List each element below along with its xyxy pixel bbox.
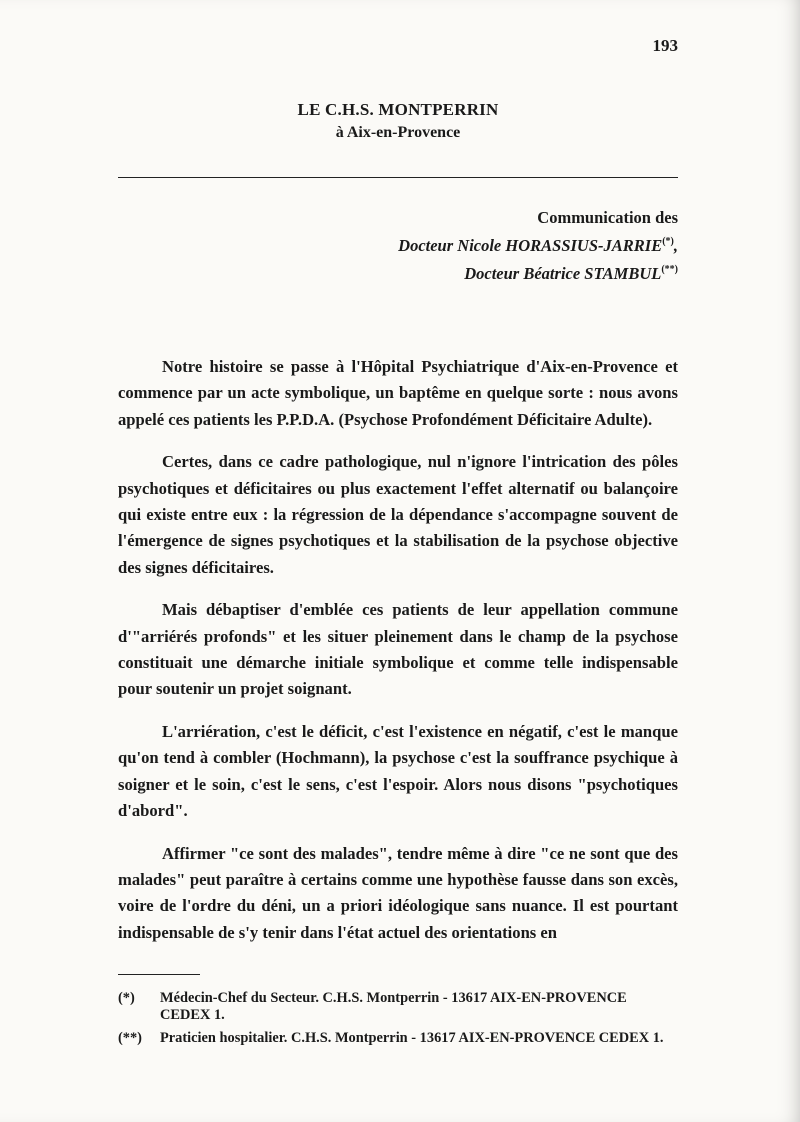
article-subtitle: à Aix-en-Provence xyxy=(335,124,461,141)
article-title: LE C.H.S. MONTPERRIN xyxy=(297,100,499,119)
paragraph: L'arriération, c'est le déficit, c'est l'existence en négatif, c'est le manque qu'on tend à combler (Hochmann), la psychose c'est la souffrance psychique à soigner et le soin, c'est le sens, c'est l'espoir. Alors nous disons "psychotiques d'abord". xyxy=(118,721,678,821)
footnote-divider xyxy=(118,974,200,975)
author-1 xyxy=(398,230,678,258)
page-number: 193 xyxy=(652,36,678,55)
footnote-text: Médecin-Chef du Secteur. C.H.S. Montperrin - 13617 AIX-EN-PROVENCE CEDEX 1. xyxy=(160,990,627,1023)
footnote-mark: (**) xyxy=(118,1030,142,1046)
paragraph: Affirmer "ce sont des malades", tendre même à dire "ce ne sont que des malades" peut paraître à certains comme une hypothèse fausse dans son excès, voire de l'ordre du déni, un a priori idéologique sans nuance. Il est pourtant indispensable de s'y tenir dans l'état actuel des orientations en xyxy=(118,843,678,942)
title-divider xyxy=(118,177,678,178)
author-1-suffix: , xyxy=(673,236,678,255)
communication-label: Communication des xyxy=(537,208,678,227)
footnotes xyxy=(118,990,678,1053)
author-2-footnote-mark: (**) xyxy=(661,264,678,275)
footnote-item xyxy=(118,990,678,1024)
footnote-mark: (*) xyxy=(118,990,135,1006)
footnote-item xyxy=(118,1030,678,1047)
author-2-name: Docteur Béatrice STAMBUL xyxy=(464,264,662,283)
footnote-text: Praticien hospitalier. C.H.S. Montperrin - 13617 AIX-EN-PROVENCE CEDEX 1. xyxy=(160,1030,664,1046)
author-1-footnote-mark: (*) xyxy=(662,236,674,247)
author-1-name: Docteur Nicole HORASSIUS-JARRIE xyxy=(398,236,663,255)
author-2 xyxy=(398,258,678,286)
title-block xyxy=(118,100,678,142)
body-text xyxy=(118,354,678,962)
paragraph: Certes, dans ce cadre pathologique, nul n'ignore l'intrication des pôles psychotiques et déficitaires ou plus exactement l'effet alternatif ou balançoire qui existe entre eux : la régression de la dépendance s'accompagne souvent de l'émergence de signes psychotiques et la stabilisation de la psychose objective des signes déficitaires. xyxy=(118,452,678,577)
paragraph: Notre histoire se passe à l'Hôpital Psychiatrique d'Aix-en-Provence et commence par un acte symbolique, un baptême en quelque sorte : nous avons appelé ces patients les P.P.D.A. (Psychose Profondément Déficitaire Adulte). xyxy=(118,357,678,429)
paragraph: Mais débaptiser d'emblée ces patients de leur appellation commune d'"arriérés profonds" et les situer pleinement dans le champ de la psychose constituait une démarche initiale symbolique et comme telle indispensable pour soutenir un projet soignant. xyxy=(118,600,678,699)
author-block xyxy=(398,206,678,286)
